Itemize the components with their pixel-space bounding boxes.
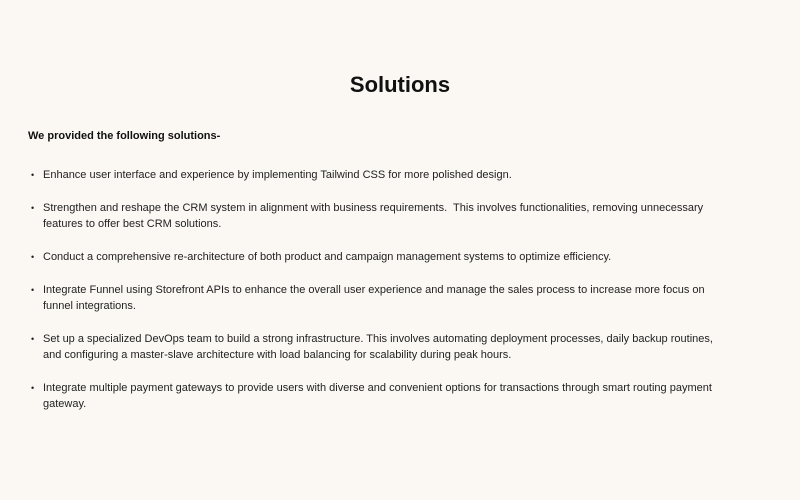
- solutions-list: [28, 167, 728, 429]
- list-item: [28, 380, 728, 412]
- list-item: [28, 167, 728, 183]
- intro-text: We provided the following solutions-: [28, 130, 221, 142]
- bullet-icon: •: [31, 383, 35, 393]
- list-item-text: Set up a specialized DevOps team to build a strong infrastructure. This involves automating deployment processes, daily backup routines, and configuring a master-slave architecture with load balancing for scalability during peak hours.: [43, 333, 713, 361]
- list-item-text: Strengthen and reshape the CRM system in alignment with business requirements. This involves functionalities, removing unnecessary features to offer best CRM solutions.: [43, 202, 707, 230]
- list-item: [28, 282, 728, 314]
- list-item-text: Enhance user interface and experience by implementing Tailwind CSS for more polished design.: [43, 169, 512, 181]
- list-item-text: Integrate multiple payment gateways to provide users with diverse and convenient options for transactions through smart routing payment gateway.: [43, 382, 712, 410]
- list-item-text: Conduct a comprehensive re-architecture of both product and campaign management systems to optimize efficiency.: [43, 251, 612, 263]
- bullet-icon: •: [31, 252, 35, 262]
- list-item: [28, 331, 728, 363]
- list-item: [28, 200, 728, 232]
- bullet-icon: •: [31, 285, 35, 295]
- list-item: [28, 249, 728, 265]
- page-title: Solutions: [349, 72, 451, 97]
- list-item-text: Integrate Funnel using Storefront APIs to enhance the overall user experience and manage the sales process to increase more focus on funnel integrations.: [43, 284, 705, 312]
- bullet-icon: •: [31, 170, 35, 180]
- bullet-icon: •: [31, 203, 35, 213]
- bullet-icon: •: [31, 334, 35, 344]
